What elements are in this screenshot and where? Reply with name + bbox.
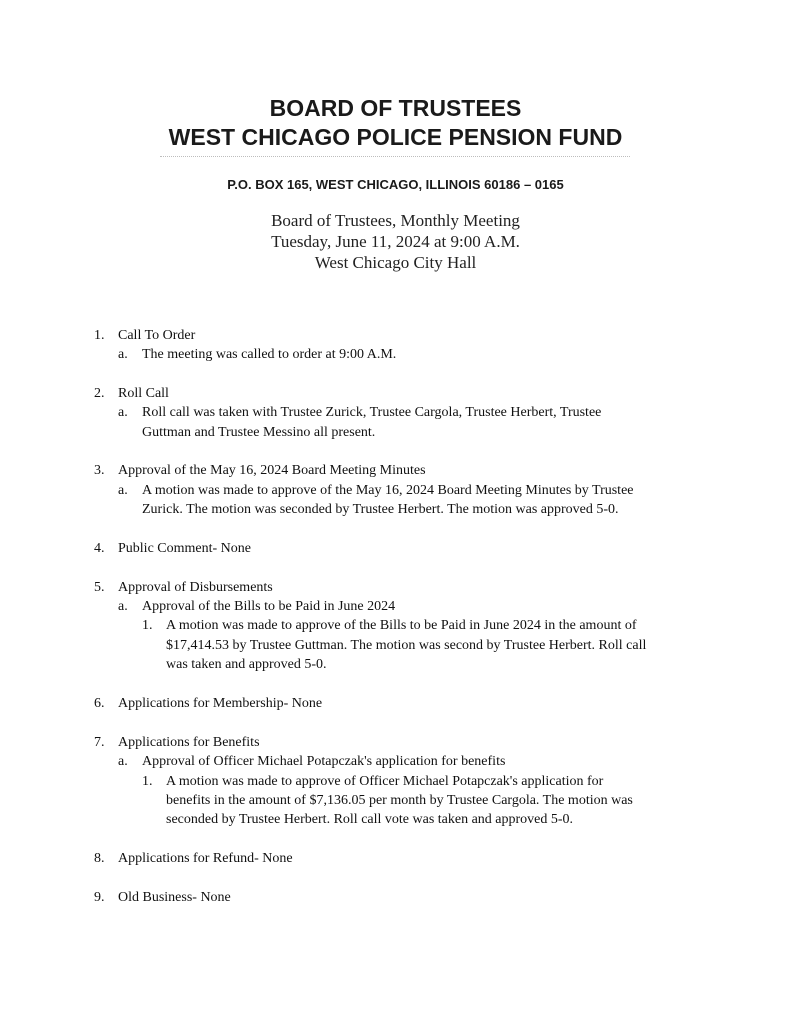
mailing-address: P.O. BOX 165, WEST CHICAGO, ILLINOIS 60186 – 0165 bbox=[227, 177, 564, 192]
sub-item-text: Approval of the Bills to be Paid in June 2024 bbox=[142, 599, 396, 614]
board-title: BOARD OF TRUSTEES bbox=[269, 95, 522, 121]
meeting-location: West Chicago City Hall bbox=[314, 253, 477, 272]
sub-item-text: Guttman and Trustee Messino all present. bbox=[142, 425, 376, 440]
agenda-item-title: Roll Call bbox=[118, 386, 169, 401]
agenda-item-number: 8. bbox=[94, 851, 105, 866]
sub-item-text: Zurick. The motion was seconded by Trustee Herbert. The motion was approved 5-0. bbox=[142, 502, 619, 517]
agenda-item-title: Approval of the May 16, 2024 Board Meeting Minutes bbox=[118, 463, 426, 478]
agenda-item-number: 1. bbox=[94, 328, 105, 343]
agenda-item-number: 6. bbox=[94, 696, 105, 711]
agenda-item-title: Public Comment- None bbox=[118, 541, 251, 556]
sub-item-marker: a. bbox=[118, 347, 128, 362]
sub-item-marker: a. bbox=[118, 405, 128, 420]
agenda-item-number: 4. bbox=[94, 541, 105, 556]
sub-sub-item-marker: 1. bbox=[142, 618, 153, 633]
agenda-item-number: 9. bbox=[94, 890, 105, 905]
agenda-item-number: 3. bbox=[94, 463, 105, 478]
sub-item-text: Approval of Officer Michael Potapczak's application for benefits bbox=[142, 754, 506, 769]
agenda-item-title: Applications for Refund- None bbox=[118, 851, 293, 866]
sub-sub-item-text: seconded by Trustee Herbert. Roll call vote was taken and approved 5-0. bbox=[166, 812, 574, 827]
agenda-item-number: 2. bbox=[94, 386, 105, 401]
fund-title: WEST CHICAGO POLICE PENSION FUND bbox=[168, 124, 623, 150]
sub-item-text: Roll call was taken with Trustee Zurick, Trustee Cargola, Trustee Herbert, Trustee bbox=[142, 405, 602, 420]
sub-sub-item-text: A motion was made to approve of Officer Michael Potapczak's application for bbox=[166, 774, 604, 789]
meeting-date: Tuesday, June 11, 2024 at 9:00 A.M. bbox=[271, 232, 520, 251]
header-divider bbox=[160, 156, 630, 157]
sub-sub-item-marker: 1. bbox=[142, 774, 153, 789]
sub-sub-item-text: was taken and approved 5-0. bbox=[166, 657, 327, 672]
sub-item-text: A motion was made to approve of the May 16, 2024 Board Meeting Minutes by Trustee bbox=[142, 483, 634, 498]
meeting-type: Board of Trustees, Monthly Meeting bbox=[271, 211, 520, 230]
agenda-item-title: Applications for Membership- None bbox=[118, 696, 323, 711]
sub-item-marker: a. bbox=[118, 754, 128, 769]
sub-item-marker: a. bbox=[118, 599, 128, 614]
agenda-item-number: 7. bbox=[94, 735, 105, 750]
agenda-item-title: Old Business- None bbox=[118, 890, 231, 905]
agenda-item-title: Approval of Disbursements bbox=[118, 580, 273, 595]
sub-sub-item-text: A motion was made to approve of the Bills to be Paid in June 2024 in the amount of bbox=[166, 618, 637, 633]
agenda-item-title: Applications for Benefits bbox=[118, 735, 260, 750]
sub-sub-item-text: $17,414.53 by Trustee Guttman. The motion was second by Trustee Herbert. Roll call bbox=[166, 638, 647, 653]
agenda-item-number: 5. bbox=[94, 580, 105, 595]
sub-item-marker: a. bbox=[118, 483, 128, 498]
agenda-item-title: Call To Order bbox=[118, 328, 196, 343]
sub-item-text: The meeting was called to order at 9:00 A.M. bbox=[142, 347, 397, 362]
sub-sub-item-text: benefits in the amount of $7,136.05 per month by Trustee Cargola. The motion was bbox=[166, 793, 633, 808]
